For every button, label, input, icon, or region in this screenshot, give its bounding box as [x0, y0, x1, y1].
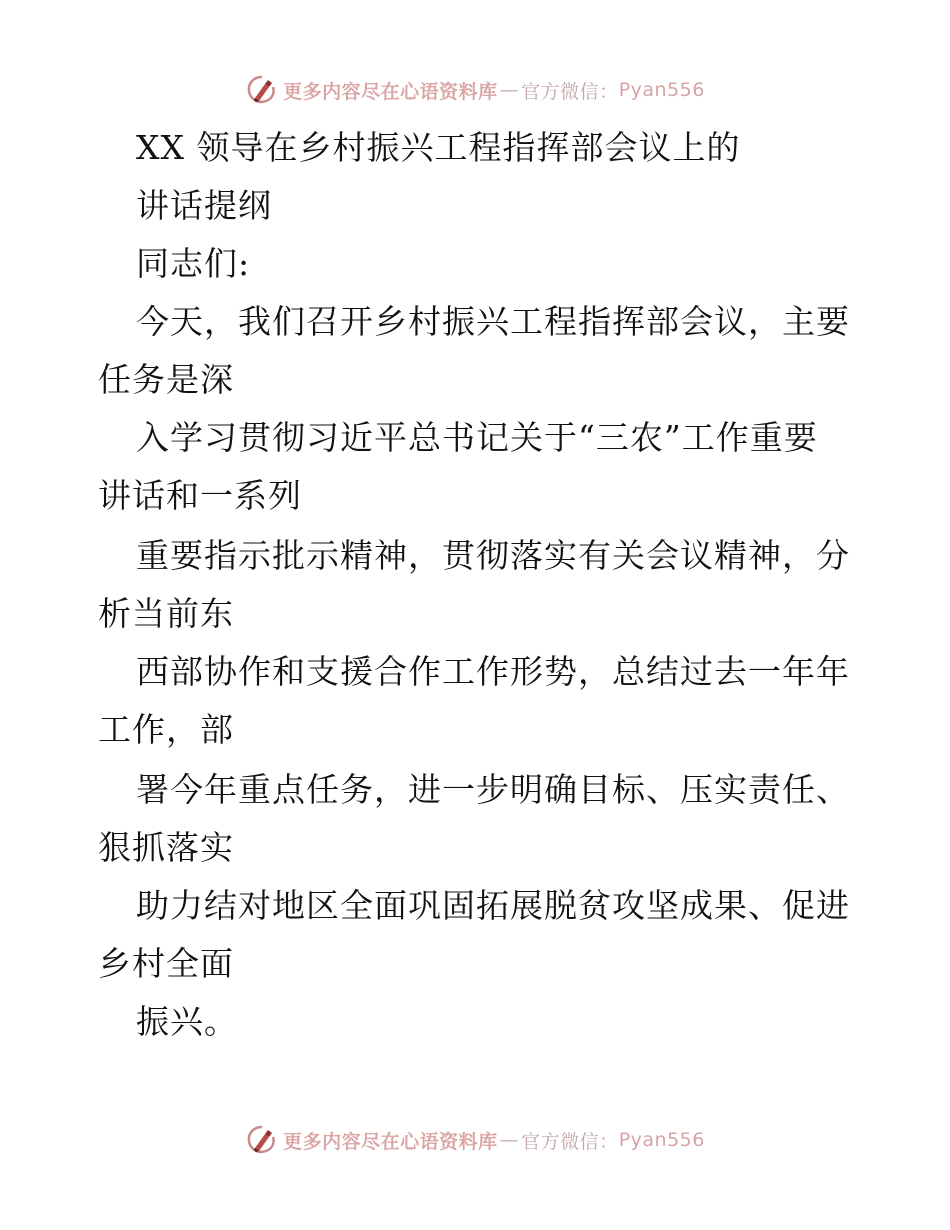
paragraph-line: 今天，我们召开乡村振兴工程指挥部会议，主要 [136, 302, 850, 341]
watermark-wechat-id: Pyan556 [618, 1129, 705, 1151]
watermark-brand-text: 更多内容尽在心语资料库 [283, 1130, 498, 1153]
paragraph-line: 署今年重点任务，进一步明确目标、压实责任、 [136, 770, 850, 809]
paragraph-line: 工作，部 [98, 710, 234, 749]
footer-watermark [0, 1120, 950, 1160]
paragraph-line: 析当前东 [98, 594, 234, 633]
pen-swirl-logo-icon [245, 73, 279, 107]
paragraph-line: 西部协作和支援合作工作形势，总结过去一年年 [136, 652, 850, 691]
watermark-official-label: 官方微信： [521, 80, 619, 103]
watermark-official-label: 官方微信： [521, 1130, 619, 1153]
salutation: 同志们: [136, 244, 251, 283]
pen-swirl-logo-icon [245, 1123, 279, 1157]
paragraph-line: 助力结对地区全面巩固拓展脱贫攻坚成果、促进 [136, 886, 850, 925]
paragraph-line: 狠抓落实 [98, 828, 234, 867]
paragraph-line: 振兴。 [136, 1002, 238, 1041]
watermark-brand-text: 更多内容尽在心语资料库 [283, 80, 498, 103]
document-title-line-2: 讲话提纲 [136, 186, 272, 225]
paragraph-line: 入学习贯彻习近平总书记关于“三农”工作重要 [136, 418, 818, 457]
watermark-dash: — [499, 1129, 520, 1151]
paragraph-line: 重要指示批示精神，贯彻落实有关会议精神，分 [136, 536, 850, 575]
document-title-line-1: XX 领导在乡村振兴工程指挥部会议上的 [136, 128, 741, 167]
paragraph-line: 讲话和一系列 [98, 476, 302, 515]
paragraph-line: 任务是深 [98, 360, 234, 399]
watermark-dash: — [499, 79, 520, 101]
paragraph-line: 乡村全面 [98, 944, 234, 983]
header-watermark [0, 70, 950, 110]
watermark-wechat-id: Pyan556 [618, 79, 705, 101]
